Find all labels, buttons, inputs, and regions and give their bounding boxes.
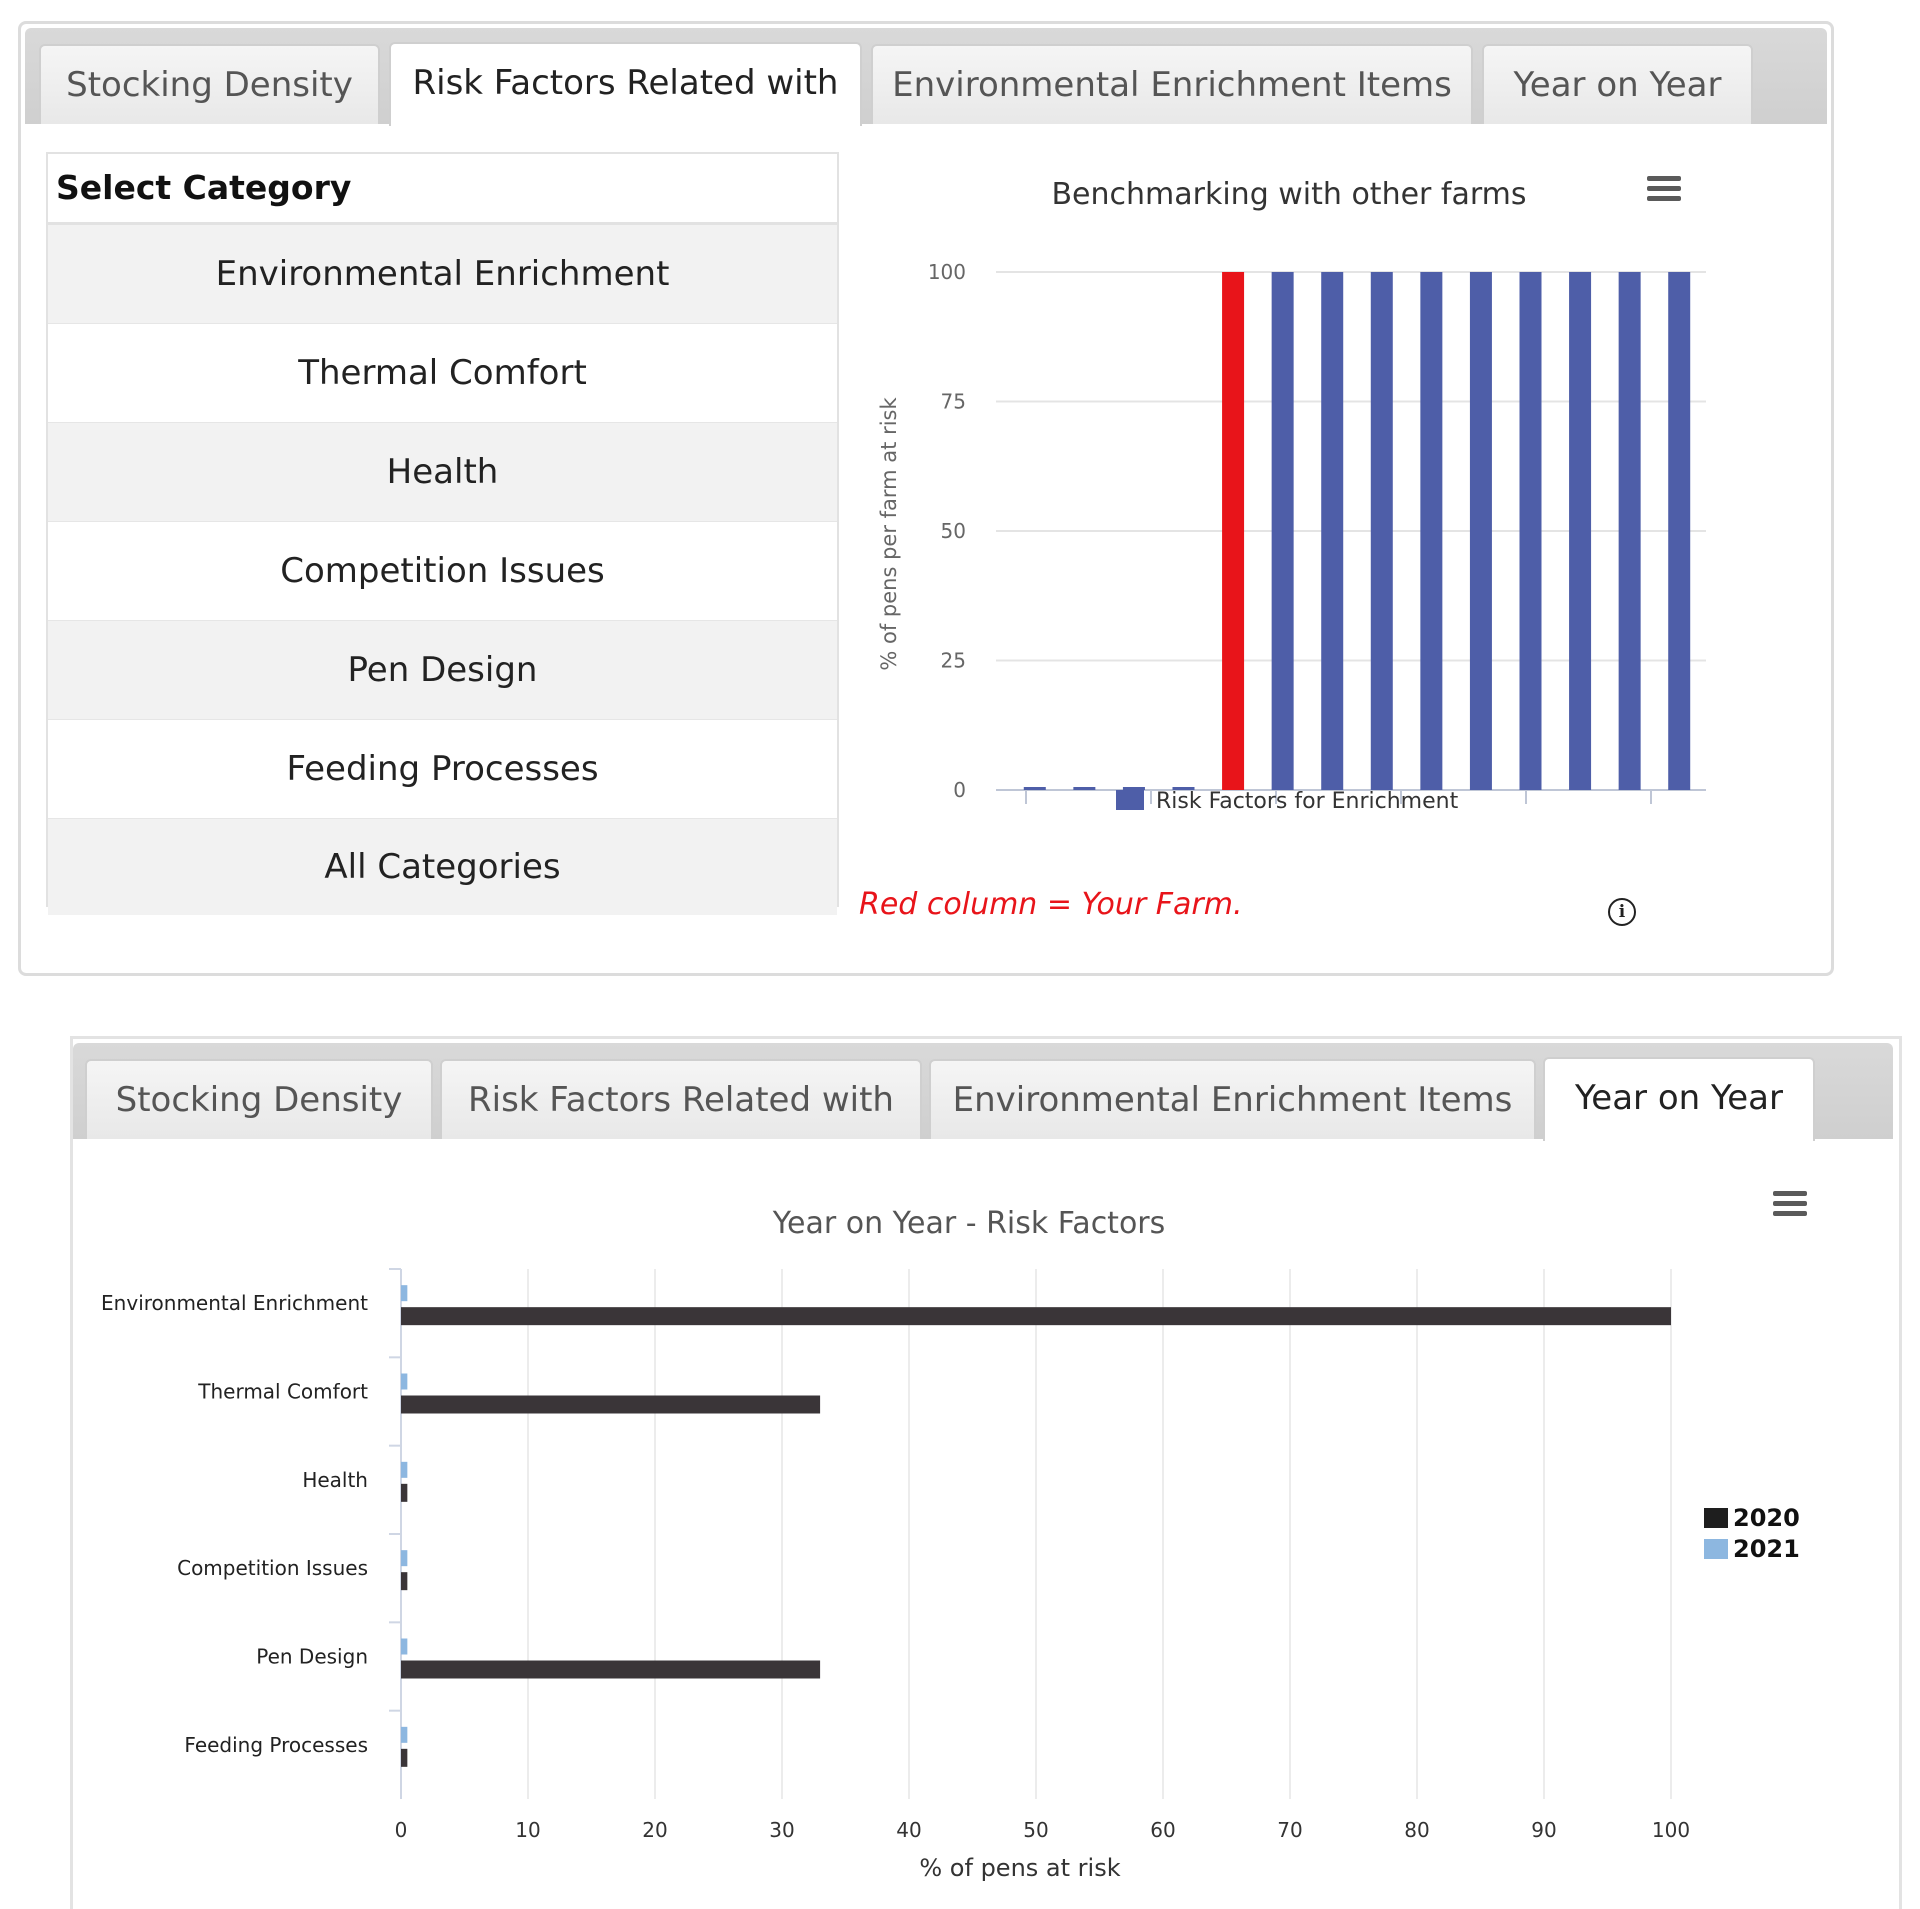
tab-year-on-year[interactable]: Year on Year <box>1482 44 1753 124</box>
y-axis-label: % of pens per farm at risk <box>877 397 901 671</box>
x-tick-label: 30 <box>769 1818 795 1842</box>
x-axis-label: % of pens at risk <box>919 1854 1121 1882</box>
bar-other-farm[interactable] <box>1272 272 1294 790</box>
bar-2020[interactable] <box>401 1661 820 1679</box>
tab-environmental-enrichment-items[interactable]: Environmental Enrichment Items <box>871 44 1473 124</box>
legend-swatch-2020 <box>1704 1508 1728 1528</box>
legend-swatch-2021 <box>1704 1539 1728 1559</box>
category-label: Thermal Comfort <box>198 1379 368 1404</box>
x-tick-label: 20 <box>642 1818 668 1842</box>
your-farm-note: Red column = Your Farm. <box>859 887 1243 922</box>
bar-2021[interactable] <box>401 1285 407 1301</box>
category-list <box>46 152 839 907</box>
benchmark-panel <box>18 21 1834 976</box>
x-tick-label: 40 <box>896 1818 922 1842</box>
bar-2020[interactable] <box>401 1749 407 1767</box>
x-tick-label: 90 <box>1531 1818 1557 1842</box>
tab-stocking-density[interactable]: Stocking Density <box>39 44 380 124</box>
chart-title: Benchmarking with other farms <box>1051 177 1527 212</box>
bar-2021[interactable] <box>401 1639 407 1655</box>
chart-menu-icon[interactable] <box>1647 176 1681 202</box>
bar-other-farm[interactable] <box>1024 787 1046 790</box>
bar-other-farm[interactable] <box>1420 272 1442 790</box>
bar-2020[interactable] <box>401 1572 407 1590</box>
legend-label-2021[interactable]: 2021 <box>1733 1535 1800 1563</box>
info-icon[interactable]: i <box>1608 898 1636 926</box>
y-tick-label: 100 <box>927 260 966 284</box>
tab-stocking-density[interactable]: Stocking Density <box>85 1059 433 1139</box>
bar-2021[interactable] <box>401 1727 407 1743</box>
benchmark-chart <box>861 154 1741 854</box>
category-label: Health <box>302 1467 368 1492</box>
tab-bar <box>73 1043 1893 1139</box>
category-thermal-comfort[interactable]: Thermal Comfort <box>48 324 837 423</box>
y-tick-label: 50 <box>940 519 966 543</box>
category-heading: Select Category <box>48 154 837 225</box>
bar-other-farm[interactable] <box>1321 272 1343 790</box>
tab-risk-factors[interactable]: Risk Factors Related with <box>440 1059 922 1139</box>
bar-2020[interactable] <box>401 1307 1671 1325</box>
category-label: Feeding Processes <box>184 1732 368 1757</box>
y-tick-label: 25 <box>940 648 966 673</box>
category-label: Pen Design <box>256 1644 368 1669</box>
bar-2021[interactable] <box>401 1462 407 1478</box>
legend-swatch <box>1116 790 1144 810</box>
bar-other-farm[interactable] <box>1668 272 1690 790</box>
chart-menu-icon[interactable] <box>1773 1191 1807 1217</box>
chart-title: Year on Year - Risk Factors <box>772 1206 1166 1241</box>
bar-2021[interactable] <box>401 1374 407 1390</box>
x-tick-label: 10 <box>515 1818 541 1842</box>
category-health[interactable]: Health <box>48 423 837 522</box>
bar-other-farm[interactable] <box>1619 272 1641 790</box>
year-on-year-chart <box>73 1149 1893 1909</box>
x-tick-label: 80 <box>1404 1818 1430 1842</box>
x-tick-label: 50 <box>1023 1818 1049 1842</box>
tab-risk-factors[interactable]: Risk Factors Related with <box>389 42 862 126</box>
x-tick-label: 0 <box>394 1818 408 1842</box>
bar-other-farm[interactable] <box>1470 272 1492 790</box>
category-competition-issues[interactable]: Competition Issues <box>48 522 837 621</box>
bar-other-farm[interactable] <box>1123 787 1145 790</box>
category-environmental-enrichment[interactable]: Environmental Enrichment <box>48 225 837 324</box>
x-tick-label: 70 <box>1277 1818 1303 1842</box>
bar-other-farm[interactable] <box>1073 787 1095 790</box>
bar-2021[interactable] <box>401 1550 407 1566</box>
x-tick-label: 60 <box>1150 1818 1176 1842</box>
legend-label-2020[interactable]: 2020 <box>1733 1504 1800 1532</box>
category-all-categories[interactable]: All Categories <box>48 819 837 915</box>
year-on-year-panel <box>70 1036 1902 1909</box>
bar-2020[interactable] <box>401 1484 407 1502</box>
tab-environmental-enrichment-items[interactable]: Environmental Enrichment Items <box>929 1059 1536 1139</box>
bar-other-farm[interactable] <box>1371 272 1393 790</box>
bar-other-farm[interactable] <box>1569 272 1591 790</box>
y-tick-label: 0 <box>953 778 966 802</box>
bar-other-farm[interactable] <box>1520 272 1542 790</box>
tab-year-on-year[interactable]: Year on Year <box>1543 1057 1815 1141</box>
tab-bar <box>25 28 1827 124</box>
category-label: Environmental Enrichment <box>101 1291 368 1316</box>
y-tick-label: 75 <box>940 389 966 414</box>
legend-label[interactable]: Risk Factors for Enrichment <box>1156 789 1459 814</box>
category-pen-design[interactable]: Pen Design <box>48 621 837 720</box>
category-label: Competition Issues <box>177 1556 368 1581</box>
x-tick-label: 100 <box>1651 1818 1691 1842</box>
category-feeding-processes[interactable]: Feeding Processes <box>48 720 837 819</box>
bar-2020[interactable] <box>401 1396 820 1414</box>
bar-your-farm[interactable] <box>1222 272 1244 790</box>
